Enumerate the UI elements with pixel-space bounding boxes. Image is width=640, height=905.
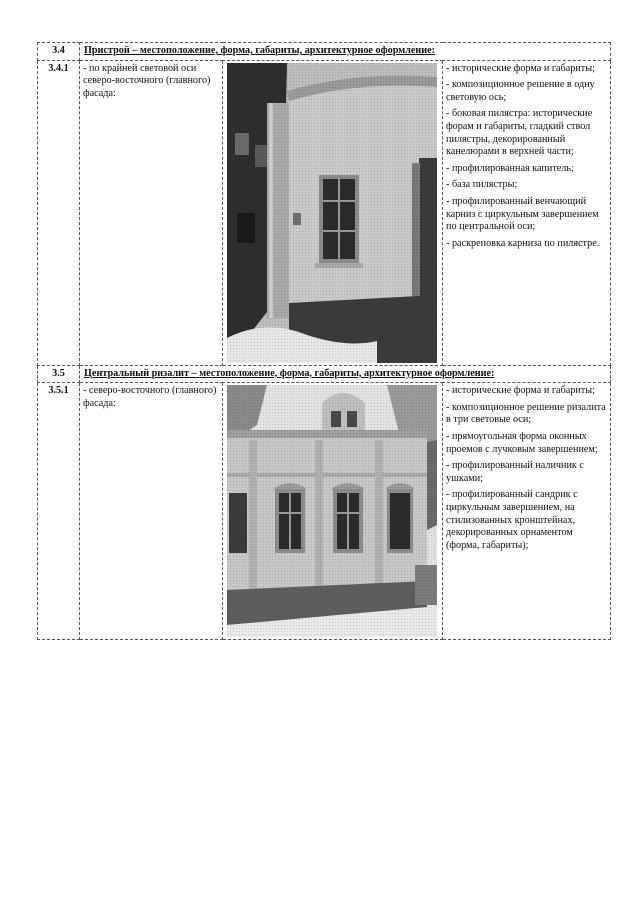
central-risalit-photo-icon [227, 385, 437, 637]
feature-item: - профилированный венчающий карниз с циркульным завершением по центральной оси; [446, 195, 599, 233]
feature-item: - исторические форма и габариты; [446, 385, 595, 397]
feature-item: - база пилястры; [446, 179, 518, 191]
feature-item: - композиционное решение ризалита в три световые оси; [446, 401, 606, 426]
feature-item: - профилированный сандрик с циркульным завершением, на стилизованных кронштейнах, декорированных орнаментом (форма, габариты); [446, 489, 578, 551]
feature-item: - композиционное решение в одну световую ось; [446, 79, 595, 103]
photo-cell [223, 60, 443, 365]
section-number: 3.4 [38, 43, 80, 61]
item-location: - северо-восточного (главного) фасада: [80, 383, 223, 640]
features-cell [443, 60, 611, 365]
photo-cell [223, 383, 443, 640]
section-header-row [38, 365, 611, 383]
item-number: 3.5.1 [38, 383, 80, 640]
feature-item: - прямоугольная форма оконных проемов с лучковым завершением; [446, 430, 598, 455]
monument-features-table [37, 42, 611, 640]
section-item-row [38, 383, 611, 640]
section-title: Пристрой – местоположение, форма, габариты, архитектурное оформление: [80, 43, 611, 61]
item-location: - по крайней световой оси северо-восточного (главного) фасада: [80, 60, 223, 365]
feature-item: - профилированный наличник с ушками; [446, 460, 584, 484]
feature-item: - профилированная капитель; [446, 162, 574, 174]
section-header-row [38, 43, 611, 61]
section-item-row [38, 60, 611, 365]
feature-item: - раскреповка карниза по пилястре. [446, 237, 600, 249]
features-cell [443, 383, 611, 640]
section-title: Центральный ризалит – местоположение, форма, габариты, архитектурное оформление: [80, 365, 611, 383]
feature-item: - исторические форма и габариты; [446, 62, 595, 74]
section-number: 3.5 [38, 365, 80, 383]
item-number: 3.4.1 [38, 60, 80, 365]
building-annex-photo-icon [227, 63, 437, 363]
feature-item: - боковая пилястра: исторические форам и габариты, гладкий ствол пилястры, декорированный канелюрами в верхней части; [446, 108, 593, 158]
